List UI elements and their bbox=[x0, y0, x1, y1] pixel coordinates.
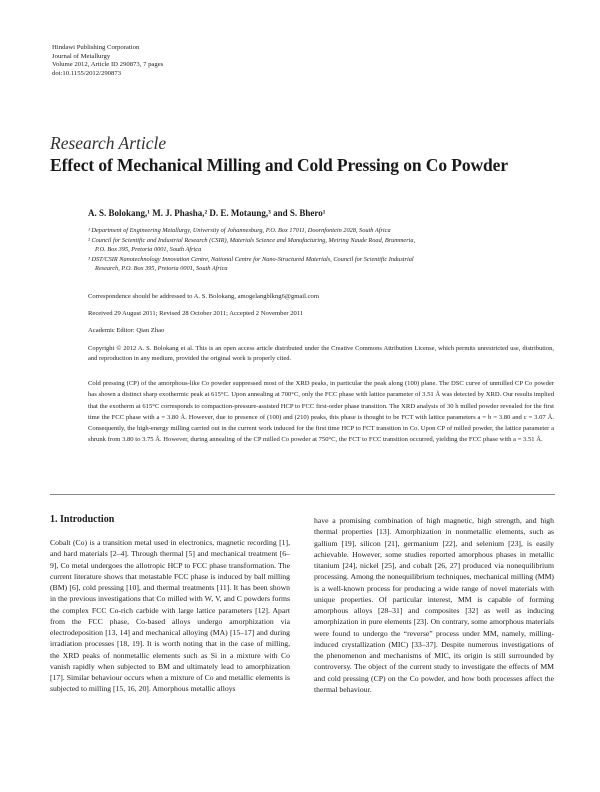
affiliation-2-cont: P.O. Box 395, Pretoria 0001, South Africa bbox=[95, 246, 202, 254]
body-right-column: have a promising combination of high magnetic, high strength, and high thermal properties [13]. Amorphization in nonmetallic elements, such as gallium [19], silicon [21], germanium [22], and selenium [23], is easily achievable. However, some studies reported amorphous phases in metallic titanium [24], nickel [25], and cobalt [26, 27] produced via nonequilibrium processing. Among the nonequilibrium techniques, mechanical milling (MM) is a well-known process for producing a wide range of novel materials with unique properties. Of particular interest, MM is capable of forming amorphous alloys [28–31] and composites [32] as well as inducing amorphization in pure elements [23]. On contrary, some amorphous materials were found to undergo the “reverse” process under MM, namely, milling-induced crystallization (MIC) [33–37]. Despite numerous investigations of the phenomenon and mechanisms of MIC, its origin is still surrounded by controversy. The object of the current study to investigate the effects of MM and cold pressing (CP) on the Co powder, and how both processes affect the thermal behaviour. bbox=[314, 516, 554, 694]
affiliation-2: ² Council for Scientific and Industrial Research (CSIR), Materials Science and Manufacturing, Meiring Naude Road, Brummeria, bbox=[88, 236, 416, 244]
doi-line: doi:10.1155/2012/290873 bbox=[52, 69, 122, 77]
author-list: A. S. Bolokang,¹ M. J. Phasha,² D. E. Motaung,³ and S. Bhero¹ bbox=[88, 208, 326, 218]
affiliations bbox=[88, 226, 554, 274]
journal-header bbox=[52, 44, 163, 78]
article-type: Research Article bbox=[50, 133, 167, 153]
abstract: Cold pressing (CP) of the amorphous-like Co powder suppressed most of the XRD peaks, in particular the peak along (100) plane. The DSC curve of unmilled CP Co powder has shown a distinct sharp exothermic peak at 615°C. Upon annealing at 700°C, only the FCC phase with lattice parameter of 3.51 Å was detected by XRD. Our results implied that the exotherm at 615°C corresponds to compaction-pressure-assisted HCP to FCC first-order phase transition. The XRD analysis of 30 h milled powder revealed for the first time the FCC phase with a = 3.80 Å. However, due to presence of (100) and (210) peaks, this phase is thought to be FCT with lattice parameters a = b = 3.80 and c = 3.07 Å. Consequently, the high-energy milling carried out in the current work induced for the first time HCP to FCT transition in Co. Upon CP of milled powder, the lattice parameter a shrunk from 3.80 to 3.75 Å. However, during annealing of the CP milled Co powder at 750°C, the FCT to FCC transition occurred, yielding the FCC phase with a = 3.51 Å. bbox=[88, 380, 554, 444]
dates: Received 29 August 2011; Revised 28 October 2011; Accepted 2 November 2011 bbox=[88, 310, 304, 317]
affiliation-3-cont: Research, P.O. Box 395, Pretoria 0001, South Africa bbox=[95, 265, 228, 273]
copyright-notice: Copyright © 2012 A. S. Bolokang et al. This is an open access article distributed under the Creative Commons Attribution License, which permits unrestricted use, distribution, and reproduction in any medium, provided the original work is properly cited. bbox=[88, 345, 554, 362]
journal-line: Journal of Metallurgy bbox=[52, 52, 111, 60]
paper-title: Effect of Mechanical Milling and Cold Pressing on Co Powder bbox=[50, 155, 508, 175]
academic-editor: Academic Editor: Qian Zhao bbox=[88, 327, 165, 334]
publisher-line: Hindawi Publishing Corporation bbox=[52, 44, 140, 51]
affiliation-3: ³ DST/CSIR Nanotechnology Innovation Centre, National Centre for Nano-Structured Materials, Council for Scientific Industrial bbox=[88, 255, 414, 263]
affiliation-1: ¹ Department of Engineering Metallurgy, University of Johannesburg, P.O. Box 17011, Doornfontein 2028, South Africa bbox=[88, 227, 391, 234]
section-heading: 1. Introduction bbox=[50, 514, 115, 525]
correspondence: Correspondence should be addressed to A. S. Bolokang, amogelangblkng6@gmail.com bbox=[88, 293, 319, 300]
body-left-column: Cobalt (Co) is a transition metal used in electronics, magnetic recording [1], and hard materials [2–4]. Through thermal [5] and mechanical treatment [6–9], Co metal undergoes the allotropic HCP to FCC phase transformation. The current literature shows that metastable FCC phase is induced by ball milling (BM) [6], cold pressing [10], and thermal treatments [11]. It has been shown in the previous investigations that Co milled with W, V, and C powders forms the complex FCC Co-rich carbide with large lattice parameters [12]. Apart from the FCC phase, Co-based alloys undergo amorphization via electrodeposition [13, 14] and mechanical alloying (MA) [15–17] and during irradiation processes [18, 19]. It is worth noting that in the case of milling, the XRD peaks of nonmetallic elements such as Si in a mixture with Co vanish rapidly when subjected to BM and ultimately lead to amorphization [17]. Similar behaviour occurs when a mixture of Co and metallic elements is subjected to milling [15, 16, 20]. Amorphous metallic alloys bbox=[50, 538, 290, 694]
volume-line: Volume 2012, Article ID 290873, 7 pages bbox=[52, 61, 164, 69]
divider bbox=[50, 494, 555, 495]
